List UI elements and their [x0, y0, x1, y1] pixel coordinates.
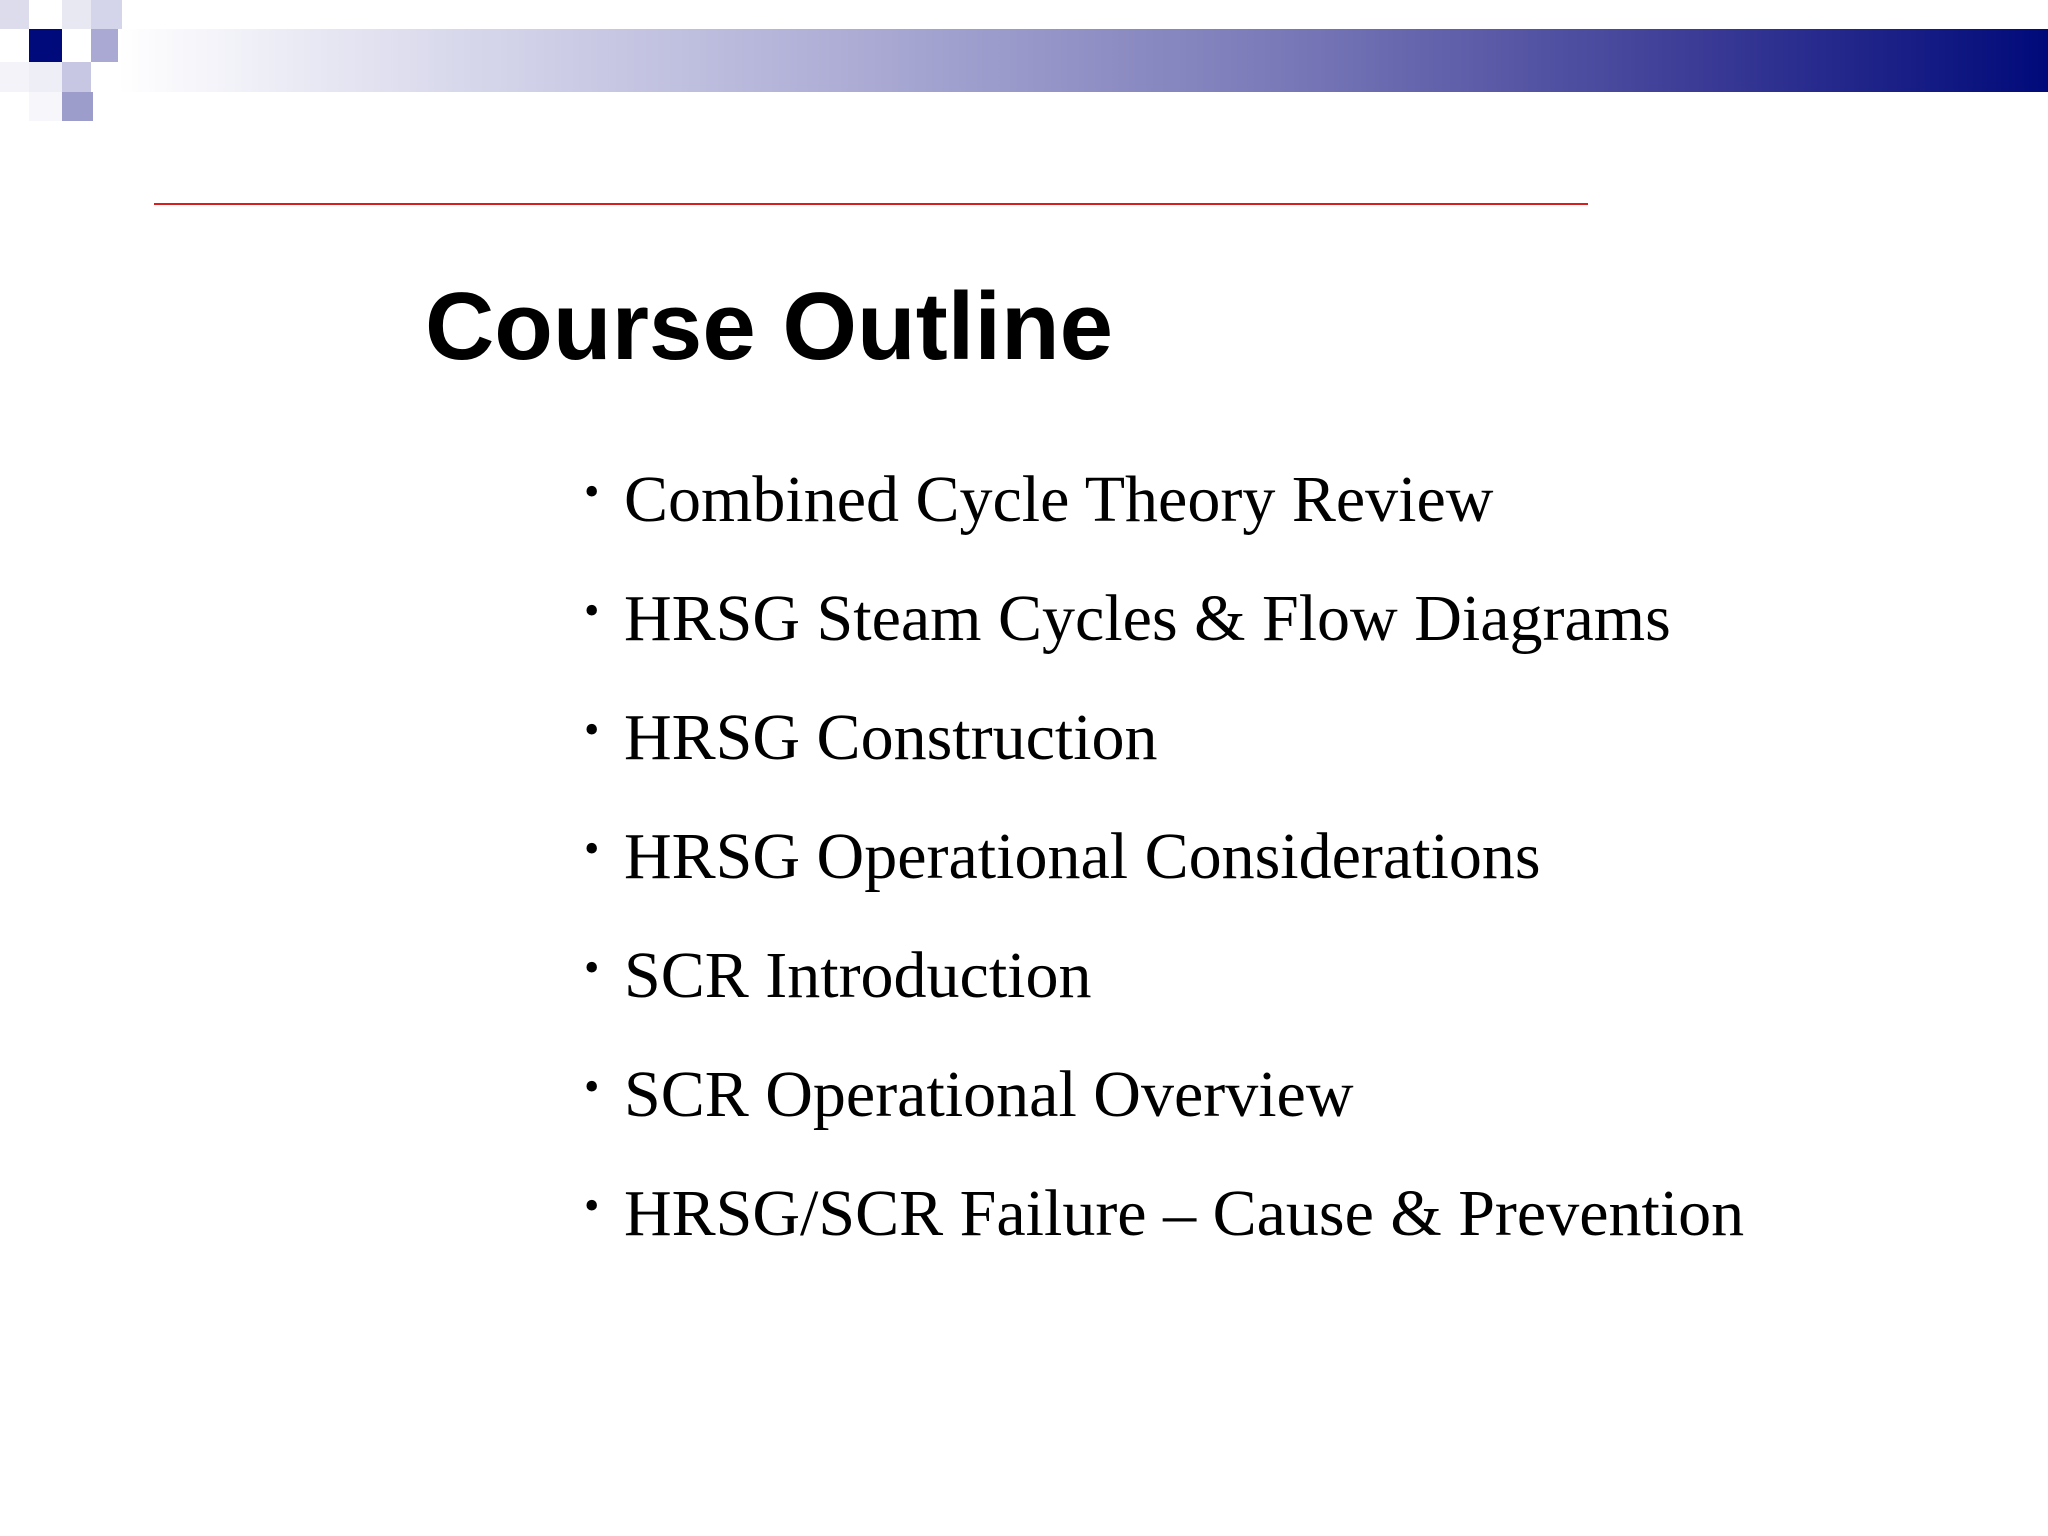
- list-item: [584, 1174, 1744, 1293]
- list-item: [584, 936, 1744, 1055]
- header-gradient-band: [118, 29, 2048, 92]
- list-item-text: HRSG/SCR Failure – Cause & Prevention: [624, 1177, 1745, 1250]
- bullet-icon: •: [584, 943, 600, 992]
- list-item: [584, 817, 1744, 936]
- slide-title-text: Course Outline: [424, 273, 1114, 380]
- list-item-text: HRSG Steam Cycles & Flow Diagrams: [624, 582, 1671, 655]
- decor-square: [62, 92, 93, 121]
- bullet-icon: •: [584, 467, 600, 516]
- list-item-text: HRSG Construction: [624, 701, 1158, 774]
- decor-square: [0, 0, 29, 29]
- bullet-icon: •: [584, 705, 600, 754]
- decor-square: [0, 62, 29, 92]
- list-item: [584, 579, 1744, 698]
- list-item: [584, 460, 1744, 579]
- decor-square: [91, 0, 122, 29]
- bullet-icon: •: [584, 586, 600, 635]
- title-divider-line: [154, 203, 1588, 205]
- list-item-text: SCR Operational Overview: [624, 1058, 1354, 1131]
- decor-square: [29, 92, 62, 121]
- list-item-text: Combined Cycle Theory Review: [624, 463, 1494, 536]
- decor-square: [29, 62, 62, 92]
- list-item-text: SCR Introduction: [624, 939, 1092, 1012]
- decor-square: [62, 62, 91, 92]
- slide-title: [0, 272, 2048, 382]
- bullet-icon: •: [584, 1181, 600, 1230]
- outline-list: [584, 460, 1744, 1293]
- list-item: [584, 1055, 1744, 1174]
- decor-square: [29, 29, 62, 62]
- bullet-icon: •: [584, 1062, 600, 1111]
- list-item-text: HRSG Operational Considerations: [624, 820, 1541, 893]
- bullet-icon: •: [584, 824, 600, 873]
- list-item: [584, 698, 1744, 817]
- decor-square: [62, 0, 91, 29]
